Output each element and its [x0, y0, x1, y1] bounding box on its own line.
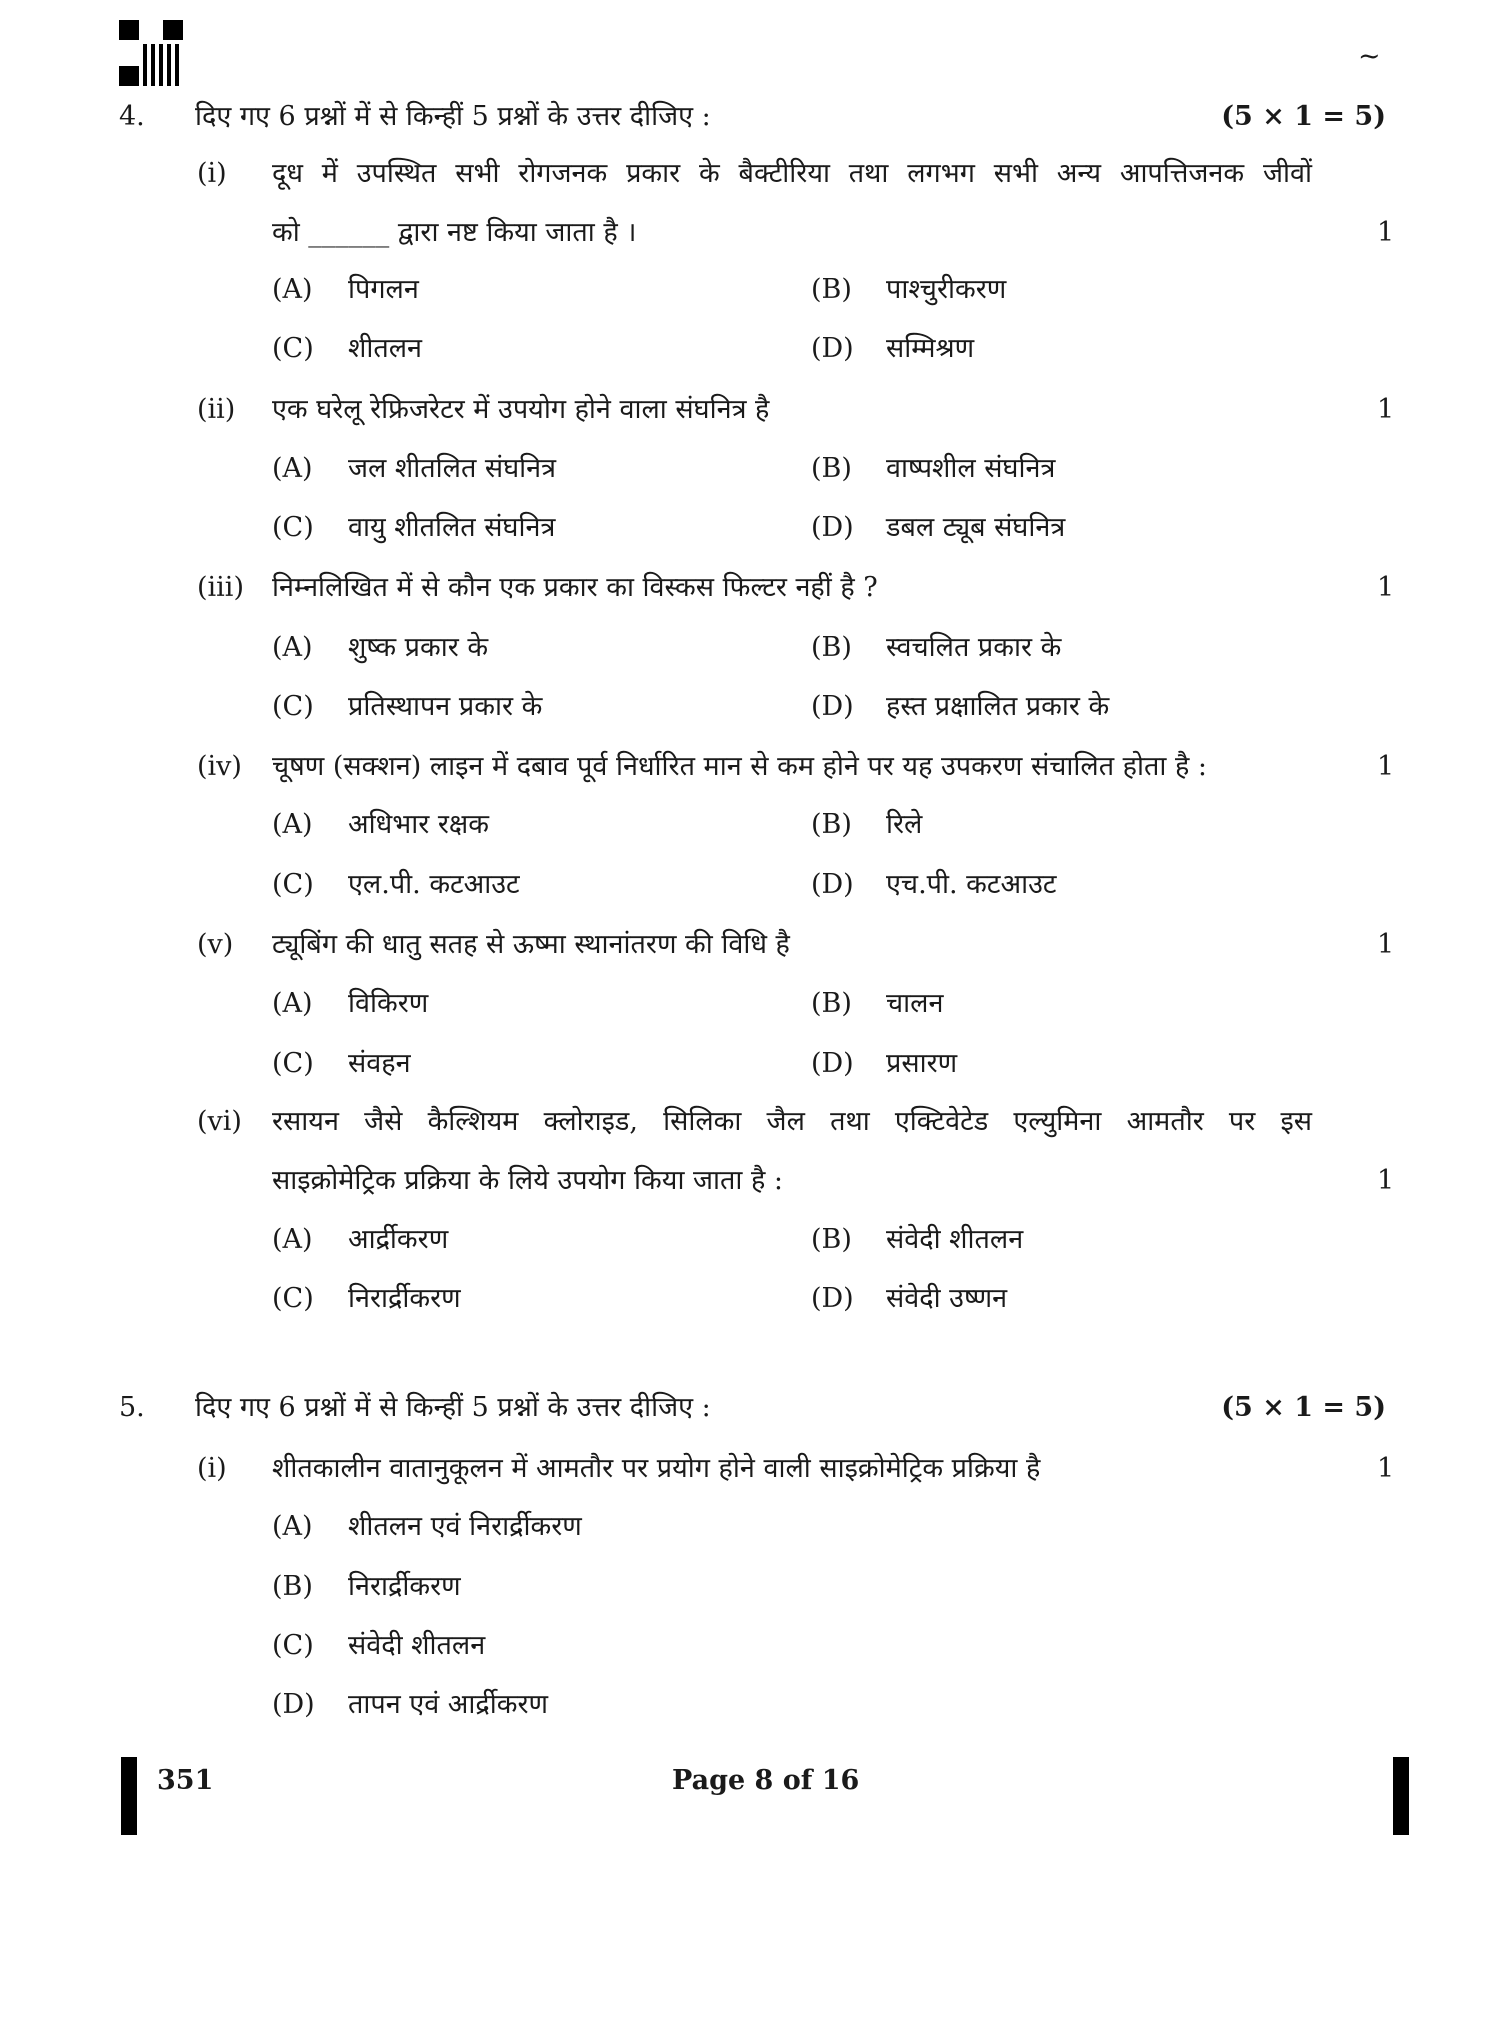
- option-label: (D): [811, 869, 854, 900]
- sub-question-marks: 1: [1377, 217, 1395, 248]
- option-text: संवेदी उष्णन: [886, 1283, 1008, 1314]
- option-label: (B): [811, 809, 852, 840]
- option-text: प्रसारण: [886, 1048, 958, 1079]
- option-label: (D): [811, 512, 854, 543]
- page-number: Page 8 of 16: [672, 1765, 860, 1796]
- sub-question-text: रसायन जैसे कैल्शियम क्लोराइड, सिलिका जैल तथा एक्टिवेटेड एल्युमिना आमतौर पर इस: [272, 1106, 1312, 1137]
- option-text: जल शीतलित संघनित्र: [348, 453, 557, 484]
- option-label: (A): [272, 809, 313, 840]
- sub-question-text: चूषण (सक्शन) लाइन में दबाव पूर्व निर्धारित मान से कम होने पर यह उपकरण संचालित होता है :: [272, 751, 1207, 782]
- option-text: पिगलन: [348, 274, 419, 305]
- option-text: पाश्चुरीकरण: [886, 274, 1007, 305]
- option-label: (A): [272, 453, 313, 484]
- option-label: (C): [272, 512, 314, 543]
- sub-question-label: (iii): [197, 572, 244, 603]
- option-text: अधिभार रक्षक: [348, 809, 489, 840]
- option-text: शुष्क प्रकार के: [348, 632, 489, 663]
- option-text: सम्मिश्रण: [886, 333, 975, 364]
- option-label: (B): [272, 1571, 313, 1602]
- option-text: चालन: [886, 988, 944, 1019]
- option-text: वायु शीतलित संघनित्र: [348, 512, 556, 543]
- sub-question-label: (vi): [197, 1106, 242, 1137]
- option-label: (B): [811, 274, 852, 305]
- option-label: (D): [272, 1689, 315, 1720]
- sub-question-text: दूध में उपस्थित सभी रोगजनक प्रकार के बैक्टीरिया तथा लगभग सभी अन्य आपत्तिजनक जीवों: [272, 158, 1312, 189]
- option-text: निरार्द्रीकरण: [348, 1571, 461, 1602]
- sub-question-label: (v): [197, 929, 234, 960]
- sub-question-text: साइक्रोमेट्रिक प्रक्रिया के लिये उपयोग किया जाता है :: [272, 1165, 784, 1196]
- option-label: (B): [811, 1224, 852, 1255]
- sub-question-label: (ii): [197, 394, 236, 425]
- sub-question-marks: 1: [1377, 751, 1395, 782]
- option-label: (D): [811, 1283, 854, 1314]
- question-marks: (5 × 1 = 5): [1221, 101, 1386, 132]
- option-label: (D): [811, 1048, 854, 1079]
- option-label: (A): [272, 1224, 313, 1255]
- question-marks: (5 × 1 = 5): [1221, 1392, 1386, 1423]
- option-label: (A): [272, 1511, 313, 1542]
- question-instruction: दिए गए 6 प्रश्नों में से किन्हीं 5 प्रश्नों के उत्तर दीजिए :: [195, 101, 711, 132]
- sub-question-text: को ______ द्वारा नष्ट किया जाता है ।: [272, 217, 637, 248]
- option-label: (B): [811, 632, 852, 663]
- option-text: शीतलन एवं निरार्द्रीकरण: [348, 1511, 582, 1542]
- option-label: (C): [272, 1048, 314, 1079]
- sub-question-label: (i): [197, 1453, 227, 1484]
- option-text: निरार्द्रीकरण: [348, 1283, 461, 1314]
- corner-mark: ~: [1358, 41, 1381, 72]
- option-text: विकिरण: [348, 988, 429, 1019]
- paper-code: 351: [157, 1765, 214, 1796]
- qr-code: [119, 20, 183, 86]
- sub-question-text: शीतकालीन वातानुकूलन में आमतौर पर प्रयोग होने वाली साइक्रोमेट्रिक प्रक्रिया है: [272, 1453, 1041, 1484]
- sub-question-text: एक घरेलू रेफ्रिजरेटर में उपयोग होने वाला संघनित्र है: [272, 394, 770, 425]
- option-text: आर्द्रीकरण: [348, 1224, 449, 1255]
- sub-question-marks: 1: [1377, 572, 1395, 603]
- option-text: शीतलन: [348, 333, 423, 364]
- footer-bar-right: [1393, 1757, 1409, 1835]
- option-label: (C): [272, 1630, 314, 1661]
- option-text: एच.पी. कटआउट: [886, 869, 1057, 900]
- option-text: संवेदी शीतलन: [348, 1630, 486, 1661]
- footer-bar-left: [121, 1757, 137, 1835]
- option-label: (A): [272, 988, 313, 1019]
- sub-question-label: (i): [197, 158, 227, 189]
- sub-question-text: ट्यूबिंग की धातु सतह से ऊष्मा स्थानांतरण की विधि है: [272, 929, 790, 960]
- sub-question-text: निम्नलिखित में से कौन एक प्रकार का विस्कस फिल्टर नहीं है ?: [272, 572, 878, 603]
- option-text: रिले: [886, 809, 923, 840]
- option-label: (C): [272, 691, 314, 722]
- option-text: हस्त प्रक्षालित प्रकार के: [886, 691, 1110, 722]
- option-text: संवेदी शीतलन: [886, 1224, 1024, 1255]
- option-text: वाष्पशील संघनित्र: [886, 453, 1056, 484]
- sub-question-label: (iv): [197, 751, 242, 782]
- question-number: 4.: [119, 101, 145, 132]
- option-label: (C): [272, 869, 314, 900]
- option-label: (C): [272, 1283, 314, 1314]
- sub-question-marks: 1: [1377, 1453, 1395, 1484]
- sub-question-marks: 1: [1377, 394, 1395, 425]
- option-text: डबल ट्यूब संघनित्र: [886, 512, 1066, 543]
- option-label: (A): [272, 632, 313, 663]
- option-text: स्वचलित प्रकार के: [886, 632, 1062, 663]
- option-label: (D): [811, 333, 854, 364]
- option-label: (B): [811, 453, 852, 484]
- option-text: संवहन: [348, 1048, 411, 1079]
- option-label: (C): [272, 333, 314, 364]
- sub-question-marks: 1: [1377, 929, 1395, 960]
- sub-question-marks: 1: [1377, 1165, 1395, 1196]
- option-text: एल.पी. कटआउट: [348, 869, 520, 900]
- option-label: (D): [811, 691, 854, 722]
- option-text: तापन एवं आर्द्रीकरण: [348, 1689, 549, 1720]
- option-label: (B): [811, 988, 852, 1019]
- option-text: प्रतिस्थापन प्रकार के: [348, 691, 543, 722]
- question-instruction: दिए गए 6 प्रश्नों में से किन्हीं 5 प्रश्नों के उत्तर दीजिए :: [195, 1392, 711, 1423]
- question-number: 5.: [119, 1392, 145, 1423]
- option-label: (A): [272, 274, 313, 305]
